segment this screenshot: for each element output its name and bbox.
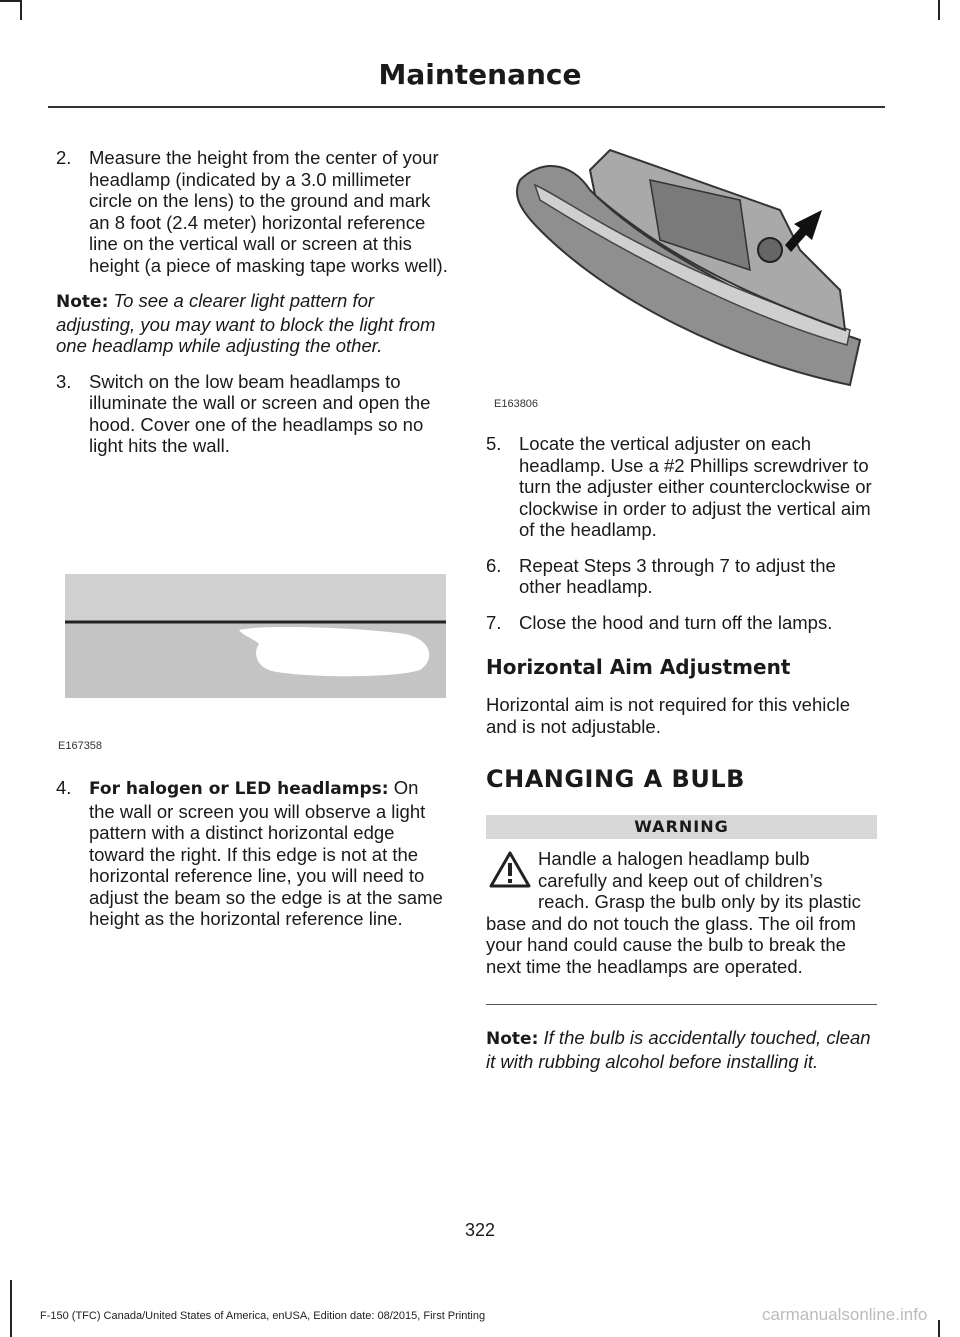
figure-id: E167358 — [58, 740, 103, 752]
header-divider — [48, 106, 885, 108]
step-text: On the wall or screen you will observe a light pattern with a distinct horizontal edge toward the right. If this edge is not at the horizontal reference line, you will need to adjust the beam so the edge is at the same height as the horizontal reference line. — [89, 777, 443, 929]
vertical-adjuster — [758, 238, 782, 262]
warning-body: Handle a halogen headlamp bulb carefully and keep out of children’s reach. Grasp the bulb only by its plastic base and do not touch the glass. The oil from your hand could cause the bulb to break the next time the headlamps are operated. — [486, 848, 861, 977]
warning-icon-spacer — [486, 848, 538, 912]
left-column — [56, 147, 448, 471]
page-number: 322 — [464, 1220, 496, 1240]
step-3 — [56, 371, 448, 457]
section-subheading: Horizontal Aim Adjustment — [486, 655, 791, 679]
headlamp-assembly-figure — [500, 140, 870, 390]
step-6 — [486, 555, 881, 598]
beam-pattern-figure — [65, 574, 446, 698]
step-number: 5. — [486, 433, 502, 454]
step-number: 7. — [486, 611, 502, 633]
step-number: 6. — [486, 554, 502, 576]
wall-upper — [65, 574, 446, 622]
step-2 — [56, 147, 448, 276]
note-label: Note: — [56, 292, 109, 312]
note-2 — [486, 1027, 881, 1072]
step-text: Switch on the low beam headlamps to illuminate the wall or screen and open the hood. Cover one of the headlamps so no light hits the wall. — [89, 370, 431, 456]
step-number: 2. — [56, 147, 72, 168]
crop-mark — [938, 1320, 940, 1337]
section-heading: CHANGING A BULB — [486, 765, 745, 793]
step-number: 3. — [56, 370, 72, 392]
page-header-title: Maintenance — [378, 58, 582, 91]
right-column-steps — [486, 433, 881, 647]
left-column-lower — [56, 777, 448, 944]
warning-banner: WARNING — [486, 815, 877, 839]
note-text: To see a clearer light pattern for adjusting, you may want to block the light from one headlamp while adjusting the other. — [56, 290, 436, 356]
step-lead: For halogen or LED headlamps: — [89, 779, 389, 799]
step-7 — [486, 612, 881, 634]
note — [56, 290, 448, 357]
watermark: carmanualsonline.info — [762, 1305, 928, 1324]
warning-divider — [486, 1004, 877, 1005]
step-text: Locate the vertical adjuster on each headlamp. Use a #2 Phillips screwdriver to turn the adjuster either counterclockwise or clockwise in order to adjust the vertical aim of the headlamp. — [519, 433, 872, 540]
crop-mark — [10, 1280, 12, 1337]
note-text: If the bulb is accidentally touched, clean it with rubbing alcohol before installing it. — [486, 1027, 871, 1072]
step-4 — [56, 777, 448, 930]
light-pattern — [239, 627, 429, 676]
step-text: Repeat Steps 3 through 7 to adjust the other headlamp. — [519, 554, 836, 597]
crop-mark — [0, 0, 20, 2]
step-content — [89, 777, 448, 930]
step-number: 4. — [56, 777, 72, 798]
footer-edition-info: F-150 (TFC) Canada/United States of America, enUSA, Edition date: 08/2015, First Printing — [40, 1310, 486, 1322]
figure-id: E163806 — [494, 398, 539, 410]
step-text: Measure the height from the center of your headlamp (indicated by a 3.0 millimeter circle on the lens) to the ground and mark an 8 foot (2.4 meter) horizontal reference line on the vertical wall or screen at this height (a piece of masking tape works well). — [89, 147, 448, 276]
step-5 — [486, 433, 881, 541]
crop-mark — [20, 0, 22, 20]
crop-mark — [938, 0, 940, 20]
note-label: Note: — [486, 1029, 539, 1049]
warning-text — [486, 848, 877, 977]
step-text: Close the hood and turn off the lamps. — [519, 611, 833, 633]
horizontal-aim-text: Horizontal aim is not required for this vehicle and is not adjustable. — [486, 694, 850, 737]
